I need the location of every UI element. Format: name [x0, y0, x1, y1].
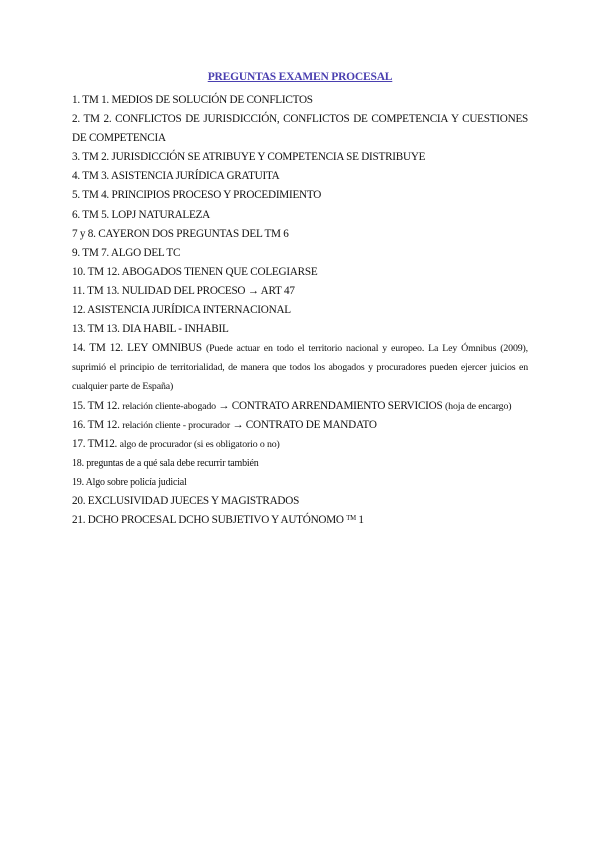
question-item-7-8: 7 y 8. CAYERON DOS PREGUNTAS DEL TM 6	[72, 227, 289, 240]
question-item-20: 20. EXCLUSIVIDAD JUECES Y MAGISTRADOS	[72, 494, 300, 507]
question-item-15-note: (hoja de encargo)	[445, 400, 512, 412]
question-item-14-note: (Puede actuar en todo el territorio nacional y europeo. La Ley Ómnibus (2009), suprimió el principio de territorialidad, de manera que todos los abogados y procuradores pueden ejercer juicios en cualquier parte de España)	[72, 343, 528, 393]
question-item-12: 12. ASISTENCIA JURÍDICA INTERNACIONAL	[72, 304, 291, 317]
question-item-16	[72, 416, 528, 435]
question-item-14-main: 14. TM 12. LEY OMNIBUS	[72, 342, 207, 355]
question-item-10: 10. TM 12. ABOGADOS TIENEN QUE COLEGIARSE	[72, 265, 318, 278]
question-item-16-contract: → CONTRATO DE MANDATO	[232, 418, 377, 431]
question-item-5: 5. TM 4. PRINCIPIOS PROCESO Y PROCEDIMIENTO	[72, 189, 322, 202]
question-item-6: 6. TM 5. LOPJ NATURALEZA	[72, 208, 210, 221]
question-item-1: 1. TM 1. MEDIOS DE SOLUCIÓN DE CONFLICTOS	[72, 94, 313, 106]
question-item-17-note: algo de procurador (si es obligatorio o no)	[119, 438, 280, 450]
question-item-3: 3. TM 2. JURISDICCIÓN SE ATRIBUYE Y COMPETENCIA SE DISTRIBUYE	[72, 151, 426, 164]
document-page	[72, 70, 528, 530]
question-item-17-main: 17. TM12.	[72, 437, 120, 450]
question-item-15-relation: relación cliente-abogado	[122, 400, 219, 412]
question-item-16-main: 16. TM 12.	[72, 418, 123, 431]
question-item-18: 18. preguntas de a qué sala debe recurrir también	[72, 457, 259, 469]
question-item-15	[72, 397, 528, 416]
question-item-11: 11. TM 13. NULIDAD DEL PROCESO → ART 47	[72, 284, 295, 297]
question-item-17	[72, 435, 528, 454]
question-item-13: 13. TM 13. DIA HABIL - INHABIL	[72, 323, 229, 336]
question-item-4: 4. TM 3. ASISTENCIA JURÍDICA GRATUITA	[72, 170, 280, 183]
question-item-2: 2. TM 2. CONFLICTOS DE JURISDICCIÓN, CONFLICTOS DE COMPETENCIA Y CUESTIONES DE COMPETENCIA	[72, 113, 528, 145]
question-item-16-relation: relación cliente - procurador	[122, 419, 233, 431]
document-title: PREGUNTAS EXAMEN PROCESAL	[207, 71, 393, 83]
question-item-21: 21. DCHO PROCESAL DCHO SUBJETIVO Y AUTÓNOMO ᵀᴹ 1	[72, 514, 364, 527]
question-item-15-contract: → CONTRATO ARRENDAMIENTO SERVICIOS	[218, 399, 446, 412]
question-item-15-main: 15. TM 12.	[72, 399, 123, 412]
question-item-14	[72, 339, 528, 396]
question-item-9: 9. TM 7. ALGO DEL TC	[72, 246, 181, 259]
question-item-19: 19. Algo sobre policía judicial	[72, 476, 187, 488]
